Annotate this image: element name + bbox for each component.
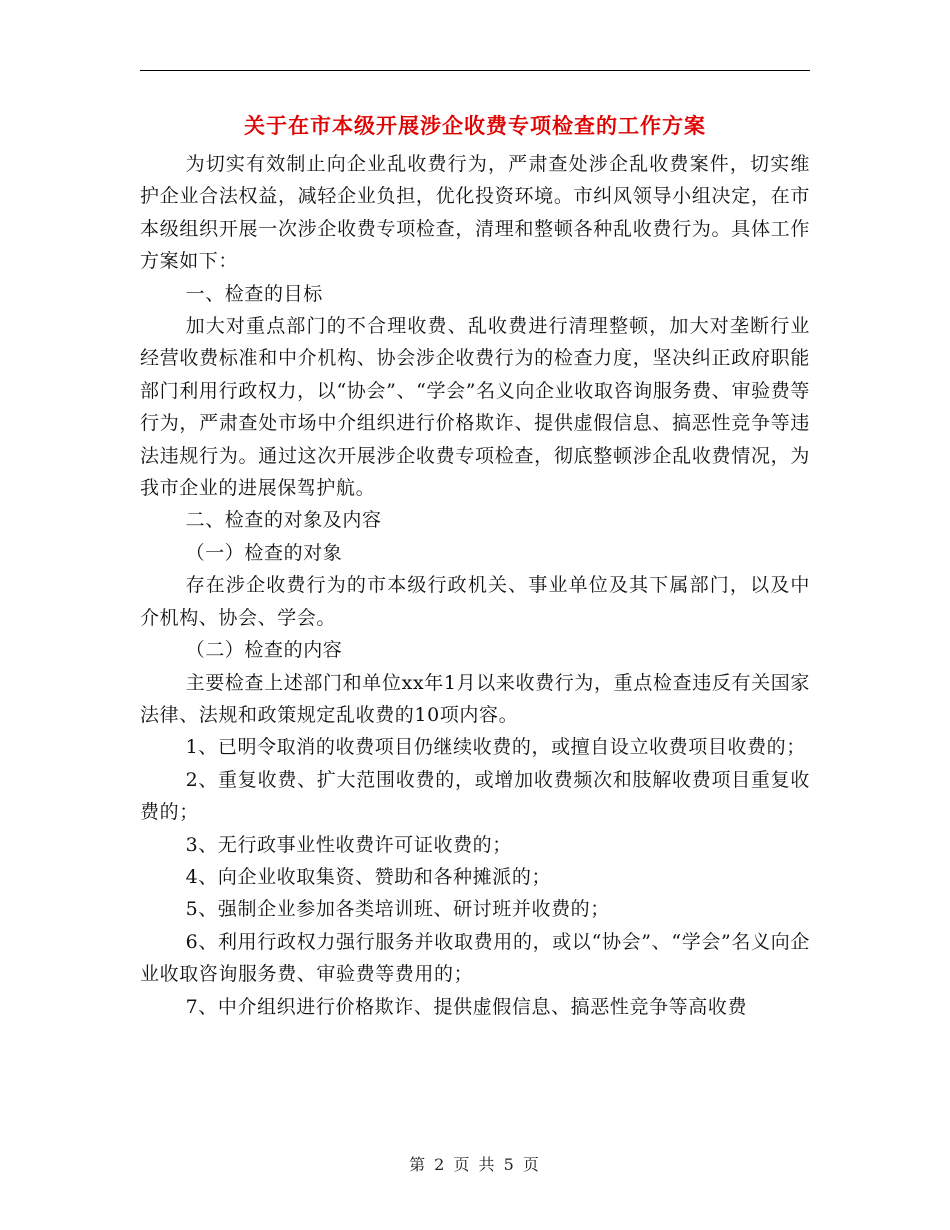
list-item: 5、强制企业参加各类培训班、研讨班并收费的；: [185, 898, 610, 921]
paragraph-targets: 存在涉企收费行为的市本级行政机关、事业单位及其下属部门，以及中介机构、协会、学会。: [140, 574, 810, 629]
list-item: 7、中介组织进行价格欺诈、提供虚假信息、搞恶性竞争等高收费: [185, 995, 748, 1018]
heading-section-2: 二、检查的对象及内容: [185, 509, 382, 532]
paragraph-intro: 为切实有效制止向企业乱收费行为，严肃查处涉企乱收费案件，切实维护企业合法权益，减轻企业负担，优化投资环境。市纠风领导小组决定，在市本级组织开展一次涉企收费专项检查，清理和整顿各种乱收费行为。具体工作方案如下：: [140, 153, 810, 273]
document-body: [140, 148, 810, 1023]
document-title: 关于在市本级开展涉企收费专项检查的工作方案: [244, 113, 706, 138]
list-item: 6、利用行政权力强行服务并收取费用的，或以“协会”、“学会”名义向企业收取咨询服务费、审验费等费用的；: [140, 930, 810, 986]
list-item: 1、已明令取消的收费项目仍继续收费的，或擅自设立收费项目收费的；: [185, 736, 806, 759]
heading-section-1: 一、检查的目标: [185, 282, 323, 305]
subheading-content: （二）检查的内容: [185, 639, 343, 662]
paragraph-content: 主要检查上述部门和单位xx年1月以来收费行为，重点检查违反有关国家法律、法规和政策规定乱收费的10项内容。: [140, 671, 810, 726]
list-item: 4、向企业收取集资、赞助和各种摊派的；: [185, 865, 552, 888]
paragraph-objectives: 加大对重点部门的不合理收费、乱收费进行清理整顿，加大对垄断行业经营收费标准和中介机构、协会涉企收费行为的检查力度，坚决纠正政府职能部门利用行政权力，以“协会”、“学会”名义向企业收取咨询服务费、审验费等行为，严肃查处市场中介组织进行价格欺诈、提供虚假信息、搞恶性竞争等违法违规行为。通过这次开展涉企收费专项检查，彻底整顿涉企乱收费情况，为我市企业的进展保驾护航。: [140, 315, 810, 500]
header-rule: [140, 70, 810, 71]
list-item: 3、无行政事业性收费许可证收费的；: [185, 833, 512, 856]
subheading-targets: （一）检查的对象: [185, 541, 343, 564]
list-item: 2、重复收费、扩大范围收费的，或增加收费频次和肢解收费项目重复收费的；: [140, 768, 810, 824]
page-number-footer: 第 2 页 共 5 页: [409, 1155, 541, 1174]
